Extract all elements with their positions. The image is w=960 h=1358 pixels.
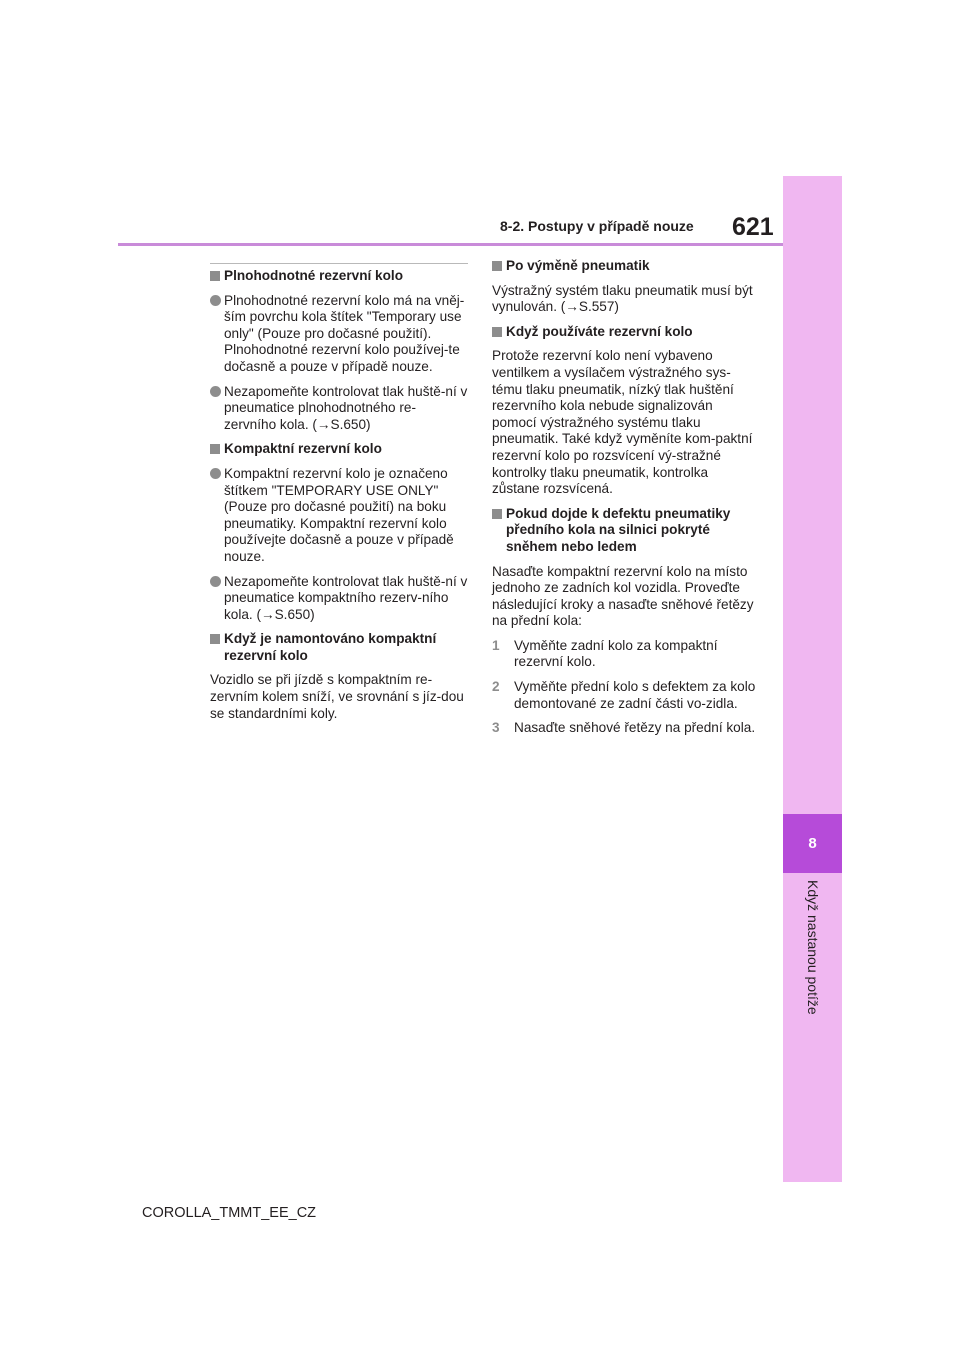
column-top-rule <box>210 263 468 264</box>
step-item <box>492 720 756 737</box>
step-item <box>492 679 756 712</box>
square-bullet-icon <box>210 271 220 281</box>
step-text: Nasaďte sněhové řetězy na přední kola. <box>514 720 756 736</box>
square-bullet-icon <box>492 327 502 337</box>
paragraph: Výstražný systém tlaku pneumatik musí být vynulován. (→S.557) <box>492 282 753 315</box>
right-column <box>492 258 756 745</box>
square-bullet-icon <box>492 261 502 271</box>
page-number: 621 <box>732 213 774 241</box>
section-heading: Kompaktní rezervní kolo <box>210 441 468 458</box>
step-item <box>492 638 756 671</box>
section-heading: Pokud dojde k defektu pneumatiky předního kola na silnici pokryté sněhem nebo ledem <box>492 506 756 556</box>
paragraph: Vozidlo se při jízdě s kompaktním re-zervním kolem sníží, ve srovnání s jíz-dou se standardními koly. <box>210 672 464 721</box>
bullet-item: Plnohodnotné rezervní kolo má na vněj-ším povrchu kola štítek "Temporary use only" (Pouze pro dočasné použití). Plnohodnotné rezervní kolo používej-te dočasně a pouze v případě nouze. <box>210 293 468 376</box>
section-title: 8-2. Postupy v případě nouze <box>500 218 694 234</box>
section-heading: Když je namontováno kompaktní rezervní kolo <box>210 631 468 664</box>
chapter-title-vertical <box>783 880 842 1180</box>
circle-bullet-icon <box>210 468 221 479</box>
step-number: 1 <box>492 637 500 653</box>
bullet-item: Nezapomeňte kontrolovat tlak huště-ní v pneumatice kompaktního rezerv-ního kola. (→S.650) <box>210 574 468 624</box>
chapter-number: 8 <box>808 835 817 852</box>
section-heading: Po výměně pneumatik <box>492 258 756 275</box>
square-bullet-icon <box>210 634 220 644</box>
step-number: 3 <box>492 720 500 736</box>
model-code-footer: COROLLA_TMMT_EE_CZ <box>142 1205 317 1221</box>
chapter-number-badge <box>783 814 842 873</box>
paragraph: Nasaďte kompaktní rezervní kolo na místo jednoho ze zadních kol vozidla. Proveďte následující kroky a nasaďte sněhové řetězy na přední kola: <box>492 563 754 629</box>
step-number: 2 <box>492 679 500 695</box>
square-bullet-icon <box>210 444 220 454</box>
step-text: Vyměňte přední kolo s defektem za kolo demontované ze zadní části vo-zidla. <box>514 679 756 711</box>
circle-bullet-icon <box>210 576 221 587</box>
section-heading: Když používáte rezervní kolo <box>492 324 756 341</box>
section-heading: Plnohodnotné rezervní kolo <box>210 268 468 285</box>
bullet-item: Kompaktní rezervní kolo je označeno štítkem "TEMPORARY USE ONLY" (Pouze pro dočasné použití) na boku pneumatiky. Kompaktní rezervní kolo používejte dočasně a pouze v případě nouze. <box>210 466 468 566</box>
circle-bullet-icon <box>210 295 221 306</box>
paragraph: Protože rezervní kolo není vybaveno ventilkem a vysílačem výstražného sys-tému tlaku pneumatik, nízký tlak huštění rezervního kola nebude signalizován pomocí výstražného systému tlaku pneumatik. Také když vyměníte kom-paktní rezervní kolo po rozsvícení vý-stražné kontrolky tlaku pneumatik, kontrolka zůstane rozsvícená. <box>492 348 753 497</box>
left-column <box>210 268 468 730</box>
square-bullet-icon <box>492 509 502 519</box>
bullet-item: Nezapomeňte kontrolovat tlak huště-ní v pneumatice plnohodnotného re-zervního kola. (→S.650) <box>210 384 468 434</box>
header-divider <box>118 243 783 246</box>
circle-bullet-icon <box>210 386 221 397</box>
step-text: Vyměňte zadní kolo za kompaktní rezervní kolo. <box>514 637 718 670</box>
chapter-title: Když nastanou potíže <box>805 880 821 1015</box>
